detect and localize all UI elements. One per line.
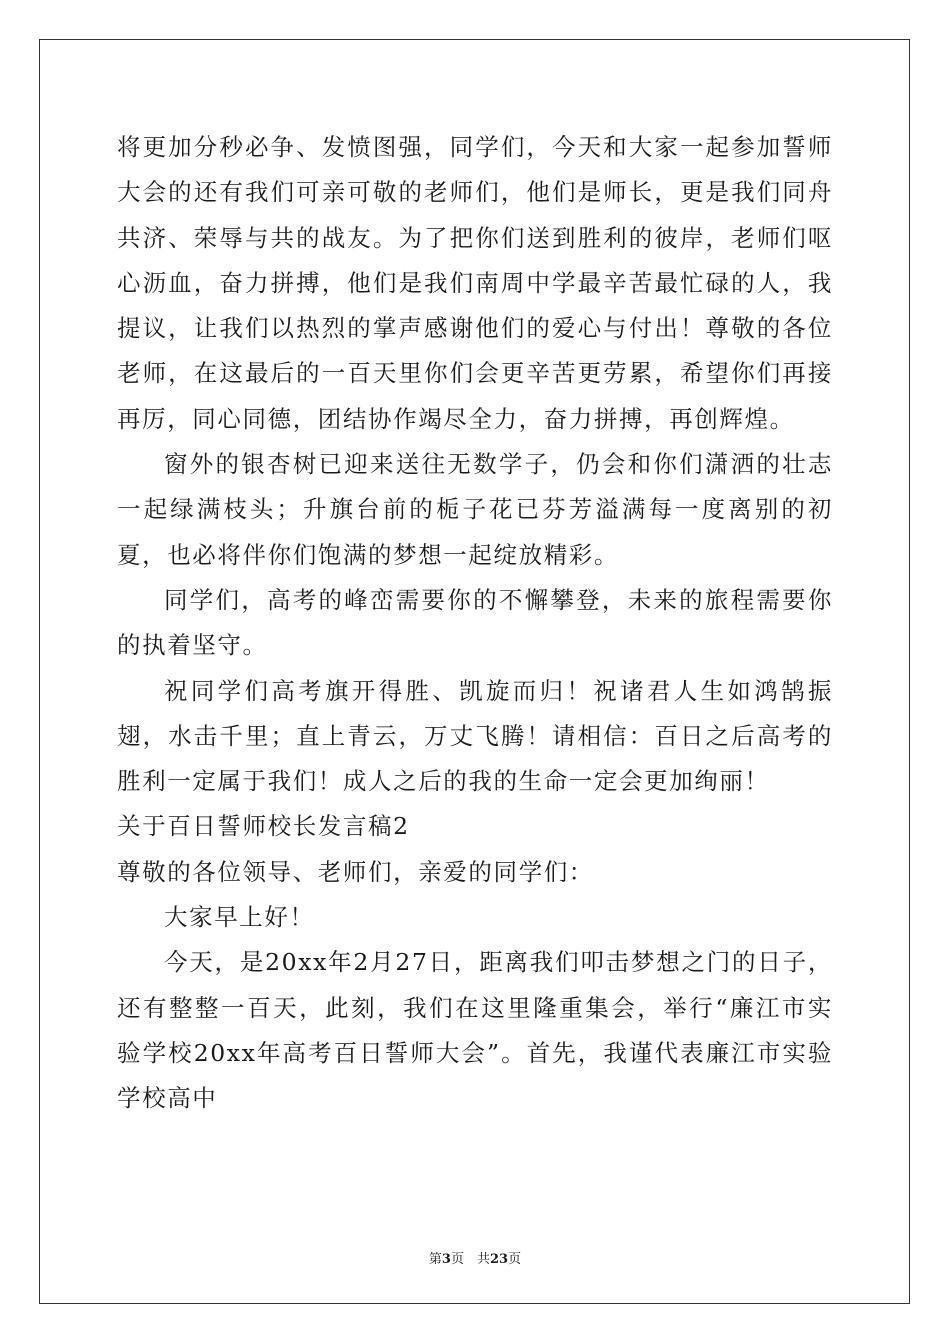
- current-page-number: 3: [441, 1252, 451, 1267]
- footer-suffix: 页: [508, 1252, 522, 1267]
- salutation: 尊敬的各位领导、老师们，亲爱的同学们：: [117, 857, 594, 886]
- paragraph-3: 同学们，高考的峰峦需要你的不懈攀登，未来的旅程需要你的执着坚守。: [117, 585, 833, 660]
- footer-mid: 页 共: [450, 1252, 490, 1267]
- footer-prefix: 第: [428, 1252, 442, 1267]
- total-page-count: 23: [489, 1252, 509, 1267]
- section-title: 关于百日誓师校长发言稿2: [117, 812, 410, 841]
- paragraph-2: 窗外的银杏树已迎来送往无数学子，仍会和你们潇洒的壮志一起绿满枝头；升旗台前的栀子花已芬芳溢满每一度离别的初夏，也必将伴你们饱满的梦想一起绽放精彩。: [117, 450, 833, 569]
- paragraph-4: 祝同学们高考旗开得胜、凯旋而归！祝诸君人生如鸿鹄振翅，水击千里；直上青云，万丈飞腾！请相信：百日之后高考的胜利一定属于我们！成人之后的我的生命一定会更加绚丽！: [117, 676, 833, 796]
- paragraph-1: 将更加分秒必争、发愤图强，同学们，今天和大家一起参加誓师大会的还有我们可亲可敬的老师们，他们是师长，更是我们同舟共济、荣辱与共的战友。为了把你们送到胜利的彼岸，老师们呕心沥血，奋力拼搏，他们是我们南周中学最辛苦最忙碌的人，我提议，让我们以热烈的掌声感谢他们的爱心与付出！尊敬的各位老师，在这最后的一百天里你们会更辛苦更劳累，希望你们再接再厉，同心同德，团结协作竭尽全力，奋力拼搏，再创辉煌。: [117, 133, 833, 433]
- greeting: 大家早上好！: [164, 903, 315, 932]
- page-footer: [0, 1248, 950, 1267]
- paragraph-5: 今天，是20xx年2月27日，距离我们叩击梦想之门的日子，还有整整一百天，此刻，我们在这里隆重集会，举行“廉江市实验学校20xx年高考百日誓师大会”。首先，我谨代表廉江市实验学校高中: [117, 948, 833, 1113]
- document-body: [117, 125, 833, 1122]
